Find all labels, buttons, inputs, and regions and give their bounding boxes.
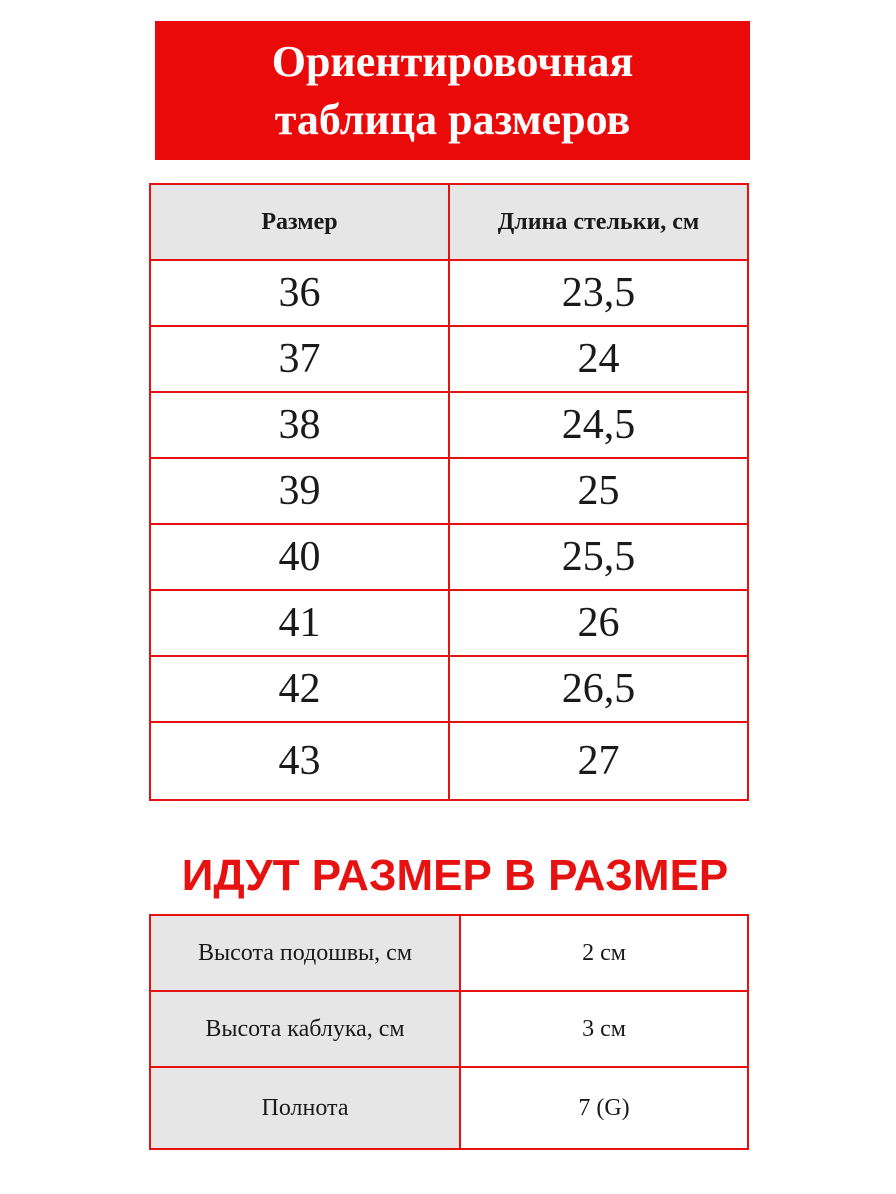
table-row — [150, 722, 748, 800]
insole-length-cell: 27 — [449, 722, 748, 800]
size-table — [149, 183, 749, 801]
insole-length-cell: 24,5 — [449, 392, 748, 458]
title-banner — [155, 21, 750, 160]
spec-value-sole-height: 2 см — [460, 915, 748, 991]
title-line-1: Ориентировочная — [271, 36, 634, 86]
table-row — [150, 326, 748, 392]
table-row — [150, 458, 748, 524]
table-row — [150, 991, 748, 1067]
title-line-2: таблица размеров — [274, 94, 631, 144]
spec-label-fullness: Полнота — [150, 1067, 460, 1149]
spec-table — [149, 914, 749, 1150]
size-cell: 43 — [150, 722, 449, 800]
size-cell: 42 — [150, 656, 449, 722]
spec-value-heel-height: 3 см — [460, 991, 748, 1067]
table-row — [150, 524, 748, 590]
fit-note: ИДУТ РАЗМЕР В РАЗМЕР — [181, 851, 729, 900]
insole-length-cell: 25,5 — [449, 524, 748, 590]
table-row — [150, 656, 748, 722]
insole-length-cell: 26,5 — [449, 656, 748, 722]
header-size: Размер — [150, 184, 449, 260]
table-row — [150, 392, 748, 458]
size-cell: 40 — [150, 524, 449, 590]
size-table-header-row — [150, 184, 748, 260]
insole-length-cell: 23,5 — [449, 260, 748, 326]
size-cell: 41 — [150, 590, 449, 656]
insole-length-cell: 26 — [449, 590, 748, 656]
spec-label-sole-height: Высота подошвы, см — [150, 915, 460, 991]
insole-length-cell: 25 — [449, 458, 748, 524]
table-row — [150, 915, 748, 991]
header-insole-length: Длина стельки, см — [449, 184, 748, 260]
spec-value-fullness: 7 (G) — [460, 1067, 748, 1149]
table-row — [150, 1067, 748, 1149]
table-row — [150, 260, 748, 326]
spec-label-heel-height: Высота каблука, см — [150, 991, 460, 1067]
table-row — [150, 590, 748, 656]
size-cell: 37 — [150, 326, 449, 392]
size-cell: 38 — [150, 392, 449, 458]
size-cell: 39 — [150, 458, 449, 524]
size-cell: 36 — [150, 260, 449, 326]
insole-length-cell: 24 — [449, 326, 748, 392]
